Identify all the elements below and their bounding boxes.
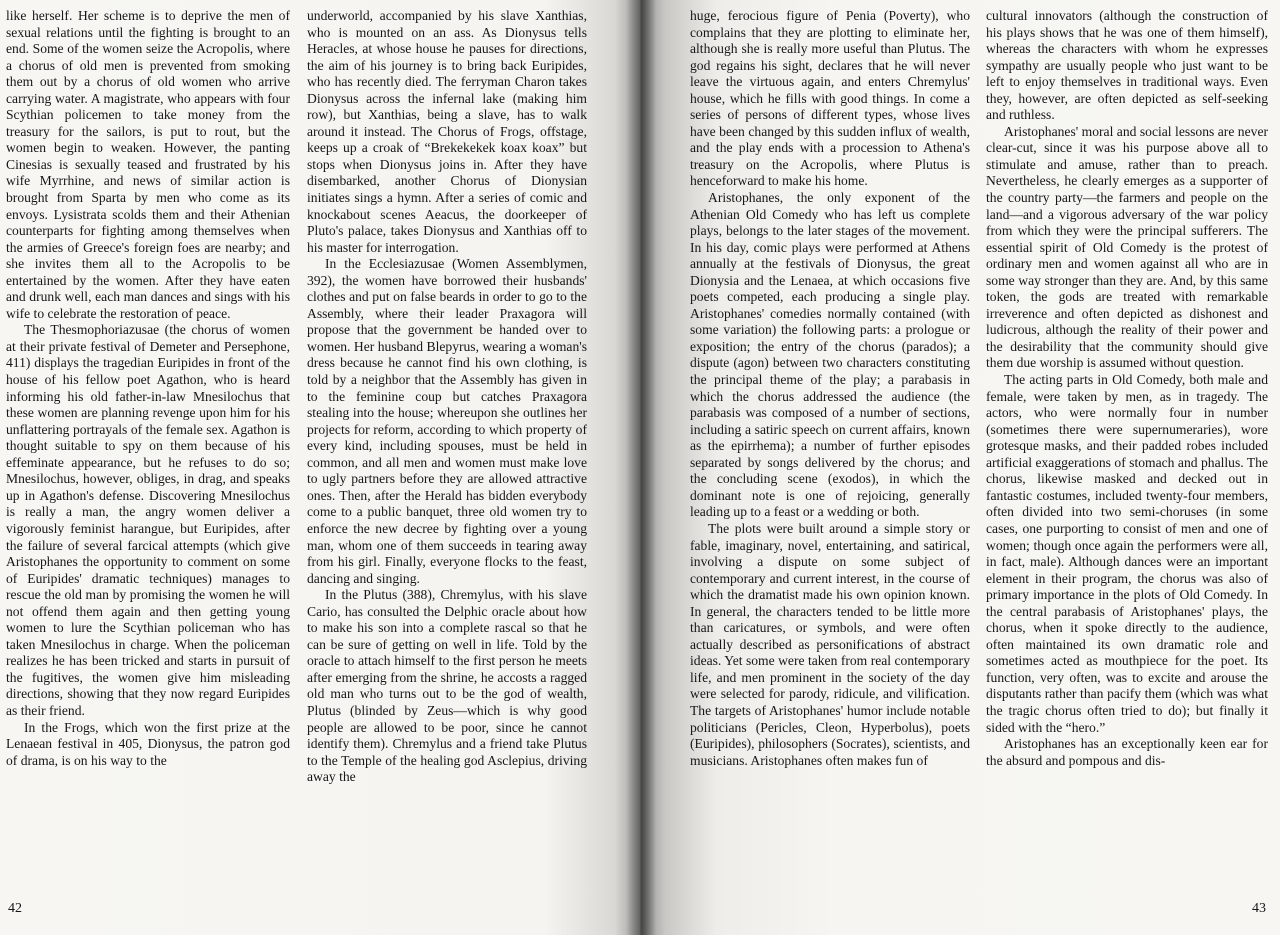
left-page-column-1 bbox=[6, 8, 290, 898]
left-page-column-2 bbox=[307, 8, 587, 898]
paragraph: Aristophanes, the only exponent of the Athenian Old Comedy who has left us complete plays, belongs to the later stages of the movement. In his day, comic plays were performed at Athens annually at the festivals of Dionysus, the great Dionysia and the Lenaea, at which occasions five poets competed, each producing a single play. Aristophanes' comedies normally contained (with some variation) the following parts: a prologue or exposition; the entry of the chorus (parados); a dispute (agon) between two characters constituting the principal theme of the play; a parabasis in which the chorus addressed the audience (the parabasis was composed of a number of sections, including a satiric speech on current affairs, known as the epirrhema); a number of further episodes separated by songs delivered by the chorus; and the concluding scene (exodos), in which the dominant note is one of rejoicing, generally leading up to a feast or a wedding or both. bbox=[690, 190, 970, 520]
paragraph: In the Ecclesiazusae (Women Assemblymen, 392), the women have borrowed their husbands' clothes and put on false beards in order to go to the Assembly, where their leader Praxagora will propose that the government be handed over to women. Her husband Blepyrus, wearing a woman's dress because he cannot find his own clothing, is told by a neighbor that the Assembly has given in to the feminine coup but catches Praxagora stealing into the house; whereupon she outlines her projects for reform, according to which property of every kind, including spouses, must be held in common, and all men and women must make love to ugly partners before they are allowed attractive ones. Then, after the Herald has bidden everybody come to a public banquet, three old women try to enforce the new decree by fighting over a young man, whom one of them succeeds in tearing away from his girl. Finally, everyone flocks to the feast, dancing and singing. bbox=[307, 256, 587, 586]
paragraph: Aristophanes has an exceptionally keen ear for the absurd and pompous and dis- bbox=[986, 736, 1268, 768]
paragraph: Aristophanes' moral and social lessons are never clear-cut, since it was his purpose above all to stimulate and amuse, rather than to preach. Nevertheless, he clearly emerges as a supporter of the country party—the farmers and people on the land—and a vigorous adversary of the war policy from which they were the principal sufferers. The essential spirit of Old Comedy is the protest of ordinary men and women against all who are in some way stronger than they are. And, by this same token, the gods are treated with remarkable irreverence and often depicted as dishonest and ludicrous, although the reality of their power and the desirability that the community should give them due worship is assumed without question. bbox=[986, 123, 1268, 371]
paragraph: The plots were built around a simple story or fable, imaginary, novel, entertaining, and satirical, involving a dispute on some subject of contemporary and current interest, in the course of which the dramatist made his own opinion known. In general, the characters tended to be little more than caricatures, or symbols, and were often actually described as personifications of abstract ideas. Yet some were taken from real contemporary life, and men prominent in the society of the day were selected for parody, ridicule, and vilification. The targets of Aristophanes' humor include notable politicians (Pericles, Cleon, Hyperbolus), poets (Euripides), philosophers (Socrates), scientists, and musicians. Aristophanes often makes fun of bbox=[690, 520, 970, 768]
page-number-right: 43 bbox=[1252, 901, 1266, 916]
paragraph: In the Frogs, which won the first prize at the Lenaean festival in 405, Dionysus, the patron god of drama, is on his way to the bbox=[6, 719, 290, 768]
paragraph: huge, ferocious figure of Penia (Poverty), who complains that they are plotting to eliminate her, although she is really more useful than Plutus. The god regains his sight, declares that he will never leave the virtuous again, and enters Chremylus' house, which he fills with good things. In come a series of persons of different types, whose lives have been changed by this sudden influx of wealth, and the play ends with a procession to Athena's treasury on the Acropolis, where Plutus is henceforward to make his home. bbox=[690, 8, 970, 189]
paragraph: The Thesmophoriazusae (the chorus of women at their private festival of Demeter and Persephone, 411) displays the tragedian Euripides in front of the house of his fellow poet Agathon, who is heard informing his old father-in-law Mnesilochus that these women are planning revenge upon him for his unflattering portrayals of the female sex. Agathon is thought suitable to spy on them because of his effeminate appearance, but he refuses to do so; Mnesilochus, however, obliges, in drag, and speaks up in Agathon's defense. Discovering Mnesilochus is really a man, the angry women deliver a vigorously feminist harangue, but Euripides, after the failure of several farcical attempts (which give Aristophanes the opportunity to comment on some of Euripides' dramatic techniques) manages to rescue the old man by promising the women he will not offend them again and then getting young women to lure the Scythian policeman who has taken Mnesilochus in charge. When the policeman realizes he has been tricked and starts in pursuit of the fugitives, the women give him misleading directions, showing that they now regard Euripides as their friend. bbox=[6, 322, 290, 718]
paragraph: cultural innovators (although the construction of his plays shows that he was one of them himself), whereas the characters with whom he expresses sympathy are usually people who just want to be left to enjoy themselves in traditional ways. Even they, however, are often depicted as self-seeking and ruthless. bbox=[986, 8, 1268, 123]
right-page bbox=[640, 0, 1280, 935]
paragraph: like herself. Her scheme is to deprive the men of sexual relations until the fighting is brought to an end. Some of the women seize the Acropolis, where a chorus of old men is prevented from smoking them out by a chorus of old women who arrive carrying water. A magistrate, who appears with four Scythian policemen to take money from the treasury for the sailors, is put to rout, but the women begin to weaken. However, the panting Cinesias is sexually teased and frustrated by his wife Myrrhine, and news of similar action is brought from Sparta by men who come as its envoys. Lysistrata scolds them and their Athenian counterparts for fighting among themselves when the armies of Greece's foreign foes are nearby; and she invites them all to the Acropolis to be entertained by the women. After they have eaten and drunk well, each man dances and sings with his wife to celebrate the restoration of peace. bbox=[6, 8, 290, 321]
right-page-column-1 bbox=[690, 8, 970, 898]
page-number-left: 42 bbox=[8, 901, 22, 916]
right-page-column-2 bbox=[986, 8, 1268, 898]
paragraph: In the Plutus (388), Chremylus, with his slave Cario, has consulted the Delphic oracle about how to make his son into a complete rascal so that he can be sure of getting on well in life. Told by the oracle to attach himself to the first person he meets after emerging from the shrine, he accosts a ragged old man who turns out to be the god of wealth, Plutus (blinded by Zeus—which is why good people are allowed to be poor, since he cannot identify them). Chremylus and a friend take Plutus to the Temple of the healing god Asclepius, driving away the bbox=[307, 587, 587, 785]
paragraph: underworld, accompanied by his slave Xanthias, who is mounted on an ass. As Dionysus tells Heracles, at whose house he pauses for directions, the aim of his journey is to bring back Euripides, who has recently died. The ferryman Charon takes Dionysus across the infernal lake (making him row), but Xanthias, being a slave, has to walk around it instead. The Chorus of Frogs, offstage, keeps up a croak of “Brekekekek koax koax” but stops when Dionysus joins in. After they have disembarked, another Chorus of Dionysian initiates sings a hymn. After a series of comic and knockabout scenes Aeacus, the doorkeeper of Pluto's palace, takes Dionysus and Xanthias off to his master for interrogation. bbox=[307, 8, 587, 255]
paragraph: The acting parts in Old Comedy, both male and female, were taken by men, as in tragedy. The actors, who were normally four in number (sometimes there were supernumeraries), wore grotesque masks, and their padded robes included artificial exaggerations of stomach and phallus. The chorus, likewise masked and decked out in fantastic costumes, included twenty-four members, often divided into two semi-choruses (in some cases, one purporting to consist of men and one of women; though once again the performers were all, in fact, male). Although dances were an important element in their program, the chorus was also of primary importance in the plots of Old Comedy. In the central parabasis of Aristophanes' plays, the chorus, when it spoke directly to the audience, often maintained its own dramatic role and sometimes acted as mouthpiece for the poet. Its function, very often, was to excite and arouse the disputants rather than pacify them (which was what the tragic chorus often tried to do); but finally it sided with the “hero.” bbox=[986, 372, 1268, 735]
